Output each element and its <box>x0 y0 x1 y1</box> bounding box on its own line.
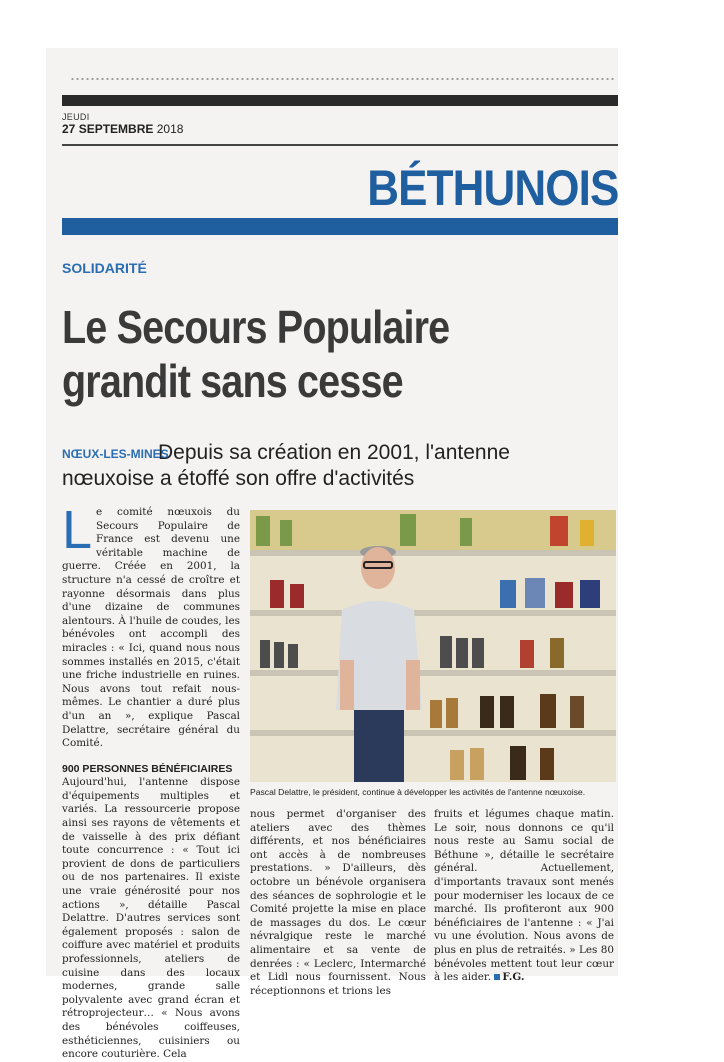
deck-text: Depuis sa création en 2001, l'antenne nœuxoise a étoffé son offre d'activités <box>62 441 510 490</box>
article-column-2 <box>250 808 426 997</box>
article-text-col3: fruits et légumes chaque matin. Le soir, nous donnons ce qu'il nous reste au Samu social de Béthune », détaille le secrétaire général. Actuellement, d'importants travaux sont menés pour moderniser les locaux de ce marché. Ils profiteront aux 900 bénéficiaires de l'antenne : « J'ai vu une évolution. Nous avons de plus en plus de retraités. » Les 80 bénévoles mettent tout leur cœur à les aider. <box>434 808 614 984</box>
date-line <box>62 122 183 136</box>
date-rule <box>62 144 618 146</box>
article-column-3 <box>434 808 614 984</box>
article-column-1 <box>62 500 240 1061</box>
date-year: 2018 <box>156 122 184 136</box>
article-paragraph <box>62 500 240 751</box>
article-text-col2: nous permet d'organiser des ateliers avec des thèmes différents, et nos bénéficiaires ont accès à de nombreuses prestations. » D'ailleurs, dès octobre un bénévole organisera des séances de sophrologie et le Comité projette la mise en place de massages du dos. Le cœur névralgique reste le marché alimentaire et sa vente de denrées : « Leclerc, Intermarché et Lidl nous fournissent. Nous réceptionnons et trions les <box>250 808 426 997</box>
location-kicker: NŒUX-LES-MINES <box>62 447 169 461</box>
section-title: BÉTHUNOIS <box>366 160 618 216</box>
date-day-number: 27 <box>62 122 76 136</box>
top-bar <box>62 95 618 106</box>
rubric-label: SOLIDARITÉ <box>62 260 147 276</box>
article-photo <box>250 510 616 782</box>
dotted-rule <box>70 76 616 82</box>
drop-cap: L <box>62 500 93 560</box>
section-bar <box>62 218 618 235</box>
date-weekday: JEUDI <box>62 112 90 122</box>
photo-image <box>250 510 616 782</box>
headline: Le Secours Populaire grandit sans cesse <box>62 301 450 407</box>
article-text-body: Aujourd'hui, l'antenne dispose d'équipements multiples et variés. La ressourcerie propose ainsi ses rayons de vêtements et de vaisselle à des prix défiant toute concurrence : « Tout ici provient de dons de particuliers ou de nos partenaires. Il existe une vraie générosité pour nos actions », détaille Pascal Delattre. D'autres services sont également proposés : salon de coiffure avec matériel et produits professionnels, ateliers de cuisine dans des locaux modernes, grande salle polyvalente avec grand écran et rétroprojecteur… « Nous avons des bénévoles coiffeuses, esthéticiennes, cuisiniers ou encore couturière. Cela <box>62 776 240 1061</box>
signature-square-icon <box>494 974 500 980</box>
author-signature: F.G. <box>502 971 525 984</box>
article-text-intro: e comité nœuxois du Secours Populaire de France est devenu une véritable machine de guerre. Créée en 2001, la structure n'a cessé de croître et rayonne désormais dans plus d'une dizaine de communes alentours. À l'huile de coudes, les bénévoles ont accompli des miracles : « Ici, quand nous nous sommes installés en 2015, c'était une friche industrielle en ruines. Nous avons tout refait nous-mêmes. Le chantier a duré plus d'un an », explique Pascal Delattre, secrétaire général du Comité. <box>62 506 240 750</box>
photo-caption: Pascal Delattre, le président, continue à développer les activités de l'antenne nœuxoise. <box>250 787 586 797</box>
date-month: SEPTEMBRE <box>78 122 154 136</box>
article-paragraph-col3 <box>434 808 614 985</box>
article-subhead: 900 PERSONNES BÉNÉFICIAIRES <box>62 762 233 775</box>
